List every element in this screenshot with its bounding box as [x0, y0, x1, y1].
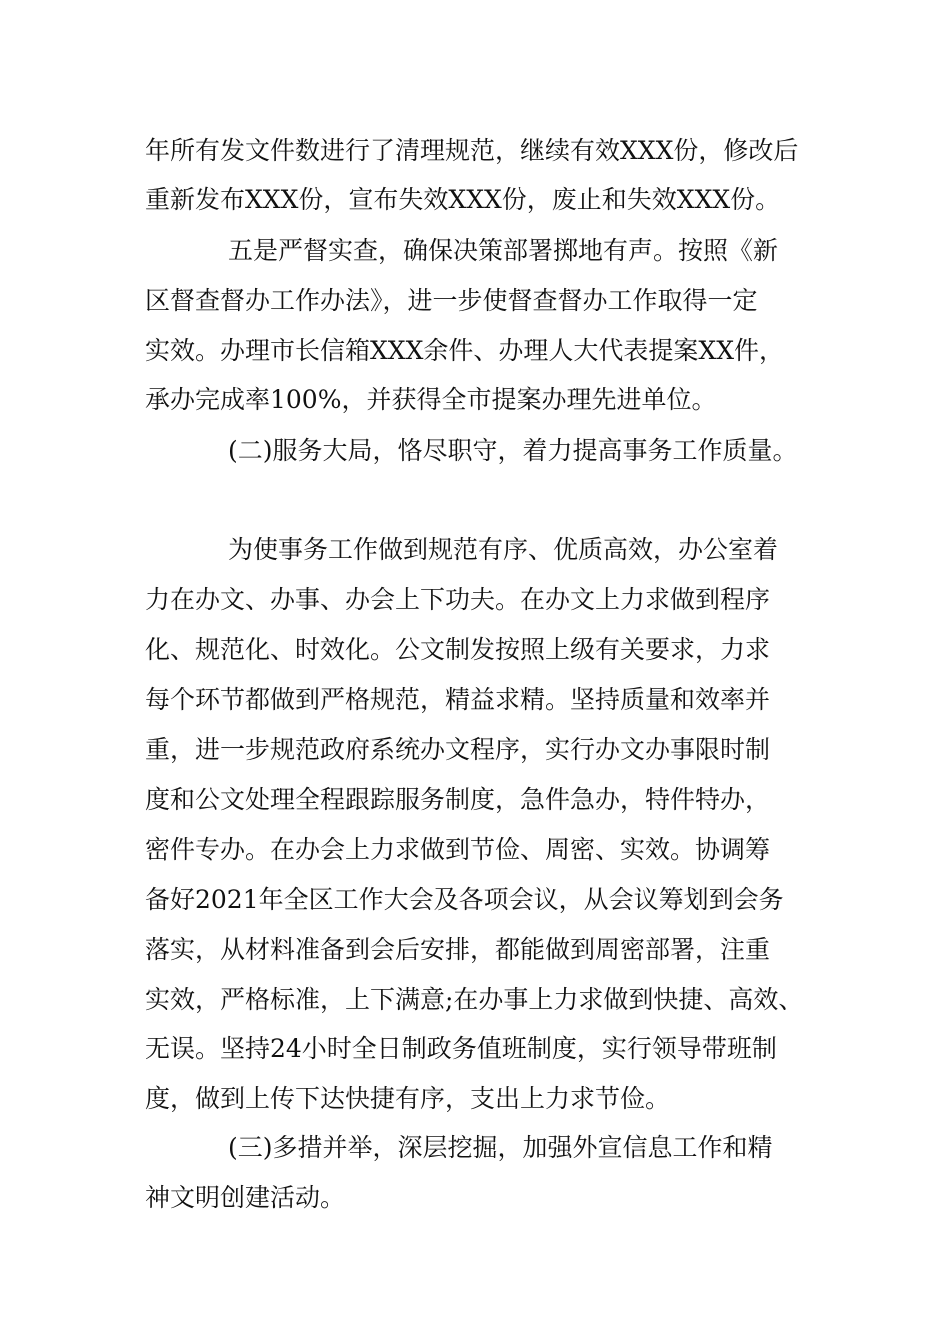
text-line: 度，做到上传下达快捷有序，支出上力求节俭。	[145, 1084, 671, 1113]
section-heading: (二)服务大局，恪尽职守，着力提高事务工作质量。	[228, 436, 798, 465]
text-line: 区督查督办工作办法》，进一步使督查督办工作取得一定	[145, 286, 758, 315]
text-line: 密件专办。在办会上力求做到节俭、周密、实效。协调筹	[145, 835, 771, 864]
text-line: 无误。坚持24小时全日制政务值班制度，实行领导带班制	[145, 1034, 777, 1063]
text-line: 神文明创建活动。	[145, 1183, 346, 1212]
text-line: 重，进一步规范政府系统办文程序，实行办文办事限时制	[145, 735, 771, 764]
text-line: 实效。办理市长信箱XXX余件、办理人大代表提案XX件，	[145, 336, 784, 365]
text-line: 化、规范化、时效化。公文制发按照上级有关要求，力求	[145, 635, 771, 664]
text-line: 每个环节都做到严格规范，精益求精。坚持质量和效率并	[145, 685, 771, 714]
text-line: 承办完成率100%，并获得全市提案办理先进单位。	[145, 385, 717, 414]
section-heading: (三)多措并举，深层挖掘，加强外宣信息工作和精	[228, 1133, 773, 1162]
text-line: 备好2021年全区工作大会及各项会议，从会议筹划到会务	[145, 885, 784, 914]
text-line: 力在办文、办事、办会上下功夫。在办文上力求做到程序	[145, 585, 771, 614]
text-line: 年所有发文件数进行了清理规范，继续有效XXX份，修改后	[145, 136, 799, 165]
text-line: 落实，从材料准备到会后安排，都能做到周密部署，注重	[145, 935, 771, 964]
paragraph-start-line: 五是严督实查，确保决策部署掷地有声。按照《新	[228, 236, 779, 265]
text-line: 实效，严格标准，上下满意;在办事上力求做到快捷、高效、	[145, 985, 804, 1014]
text-line: 重新发布XXX份，宣布失效XXX份，废止和失效XXX份。	[145, 185, 781, 214]
text-line: 度和公文处理全程跟踪服务制度，急件急办，特件特办，	[145, 785, 771, 814]
paragraph-start-line: 为使事务工作做到规范有序、优质高效，办公室着	[228, 535, 779, 564]
